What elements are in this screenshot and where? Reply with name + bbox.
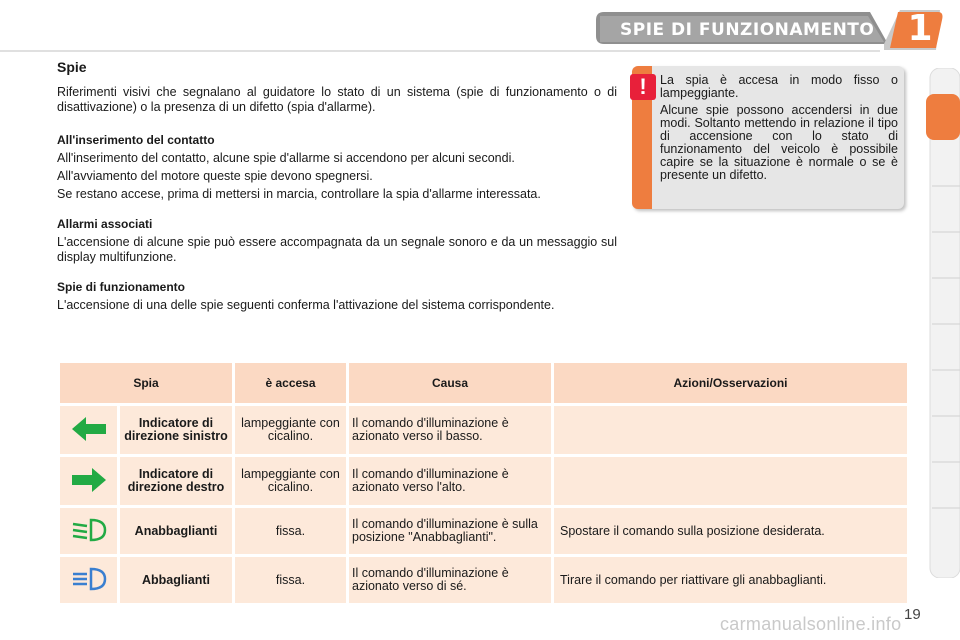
- spia-action: [554, 457, 907, 505]
- col-header-azioni: Azioni/Osservazioni: [554, 363, 907, 403]
- table-row: [60, 457, 907, 505]
- paragraph: All'avviamento del motore queste spie devono spegnersi.: [57, 169, 373, 183]
- high-beam-icon: [69, 566, 109, 592]
- paragraph: L'accensione di una delle spie seguenti conferma l'attivazione del sistema corrispondente.: [57, 298, 555, 312]
- arrow-right-icon: [70, 466, 108, 494]
- spia-name: Indicatore di direzione sinistro: [120, 406, 232, 454]
- spia-cause: Il comando d'illuminazione è azionato verso il basso.: [349, 406, 551, 454]
- table-row: [60, 406, 907, 454]
- table-row: [60, 557, 907, 603]
- col-header-accesa: è accesa: [235, 363, 346, 403]
- warning-note: [632, 66, 904, 209]
- subheading-spie: Spie di funzionamento: [57, 280, 185, 294]
- spia-action: Spostare il comando sulla posizione desiderata.: [554, 508, 907, 554]
- spia-cause: Il comando d'illuminazione è azionato verso di sé.: [349, 557, 551, 603]
- section-title: Spie: [57, 59, 87, 75]
- spia-name: Indicatore di direzione destro: [120, 457, 232, 505]
- col-header-causa: Causa: [349, 363, 551, 403]
- spia-action: Tirare il comando per riattivare gli anabbaglianti.: [554, 557, 907, 603]
- spia-state: lampeggiante con cicalino.: [235, 406, 346, 454]
- note-paragraph: La spia è accesa in modo fisso o lampeggiante.: [660, 73, 898, 100]
- intro-paragraph: Riferimenti visivi che segnalano al guidatore lo stato di un sistema (spie di funzionamento o di disattivazione) o la presenza di un difetto (spia d'allarme).: [57, 85, 617, 114]
- body-text: [57, 60, 617, 316]
- spie-table: [57, 360, 910, 606]
- note-paragraph: Alcune spie possono accendersi in due modi. Soltanto mettendo in relazione il tipo di accensione con lo stato di funzionamento del veicolo è possibile capire se la situazione è normale o se è presente un difetto.: [660, 103, 898, 182]
- low-beam-icon: [69, 517, 109, 543]
- subheading-contatto: All'inserimento del contatto: [57, 133, 215, 147]
- paragraph: Se restano accese, prima di mettersi in marcia, controllare la spia d'allarme interessata.: [57, 187, 541, 201]
- table-header-row: [60, 363, 907, 403]
- spia-state: fissa.: [235, 508, 346, 554]
- col-header-spia: Spia: [60, 363, 232, 403]
- paragraph: L'accensione di alcune spie può essere accompagnata da un segnale sonoro e da un messaggio sul display multifunzione.: [57, 235, 617, 264]
- spia-cause: Il comando d'illuminazione è azionato verso l'alto.: [349, 457, 551, 505]
- chapter-number: 1: [907, 8, 933, 49]
- warning-exclamation-icon: !: [630, 74, 656, 100]
- spia-name: Abbaglianti: [120, 557, 232, 603]
- arrow-left-icon: [70, 415, 108, 443]
- note-text: [660, 74, 898, 186]
- table-row: [60, 508, 907, 554]
- spia-name: Anabbaglianti: [120, 508, 232, 554]
- spia-action: [554, 406, 907, 454]
- watermark: carmanualsonline.info: [720, 614, 902, 634]
- page-number: 19: [904, 606, 921, 623]
- paragraph: All'inserimento del contatto, alcune spie d'allarme si accendono per alcuni secondi.: [57, 151, 515, 165]
- spia-state: lampeggiante con cicalino.: [235, 457, 346, 505]
- chapter-tabs: [926, 68, 960, 578]
- spia-icon-cell: [60, 457, 117, 505]
- spia-icon-cell: [60, 557, 117, 603]
- page-header-title: SPIE DI FUNZIONAMENTO: [620, 20, 875, 40]
- spia-icon-cell: [60, 406, 117, 454]
- subheading-allarmi: Allarmi associati: [57, 217, 153, 231]
- spia-cause: Il comando d'illuminazione è sulla posizione "Anabbaglianti".: [349, 508, 551, 554]
- spia-icon-cell: [60, 508, 117, 554]
- spia-state: fissa.: [235, 557, 346, 603]
